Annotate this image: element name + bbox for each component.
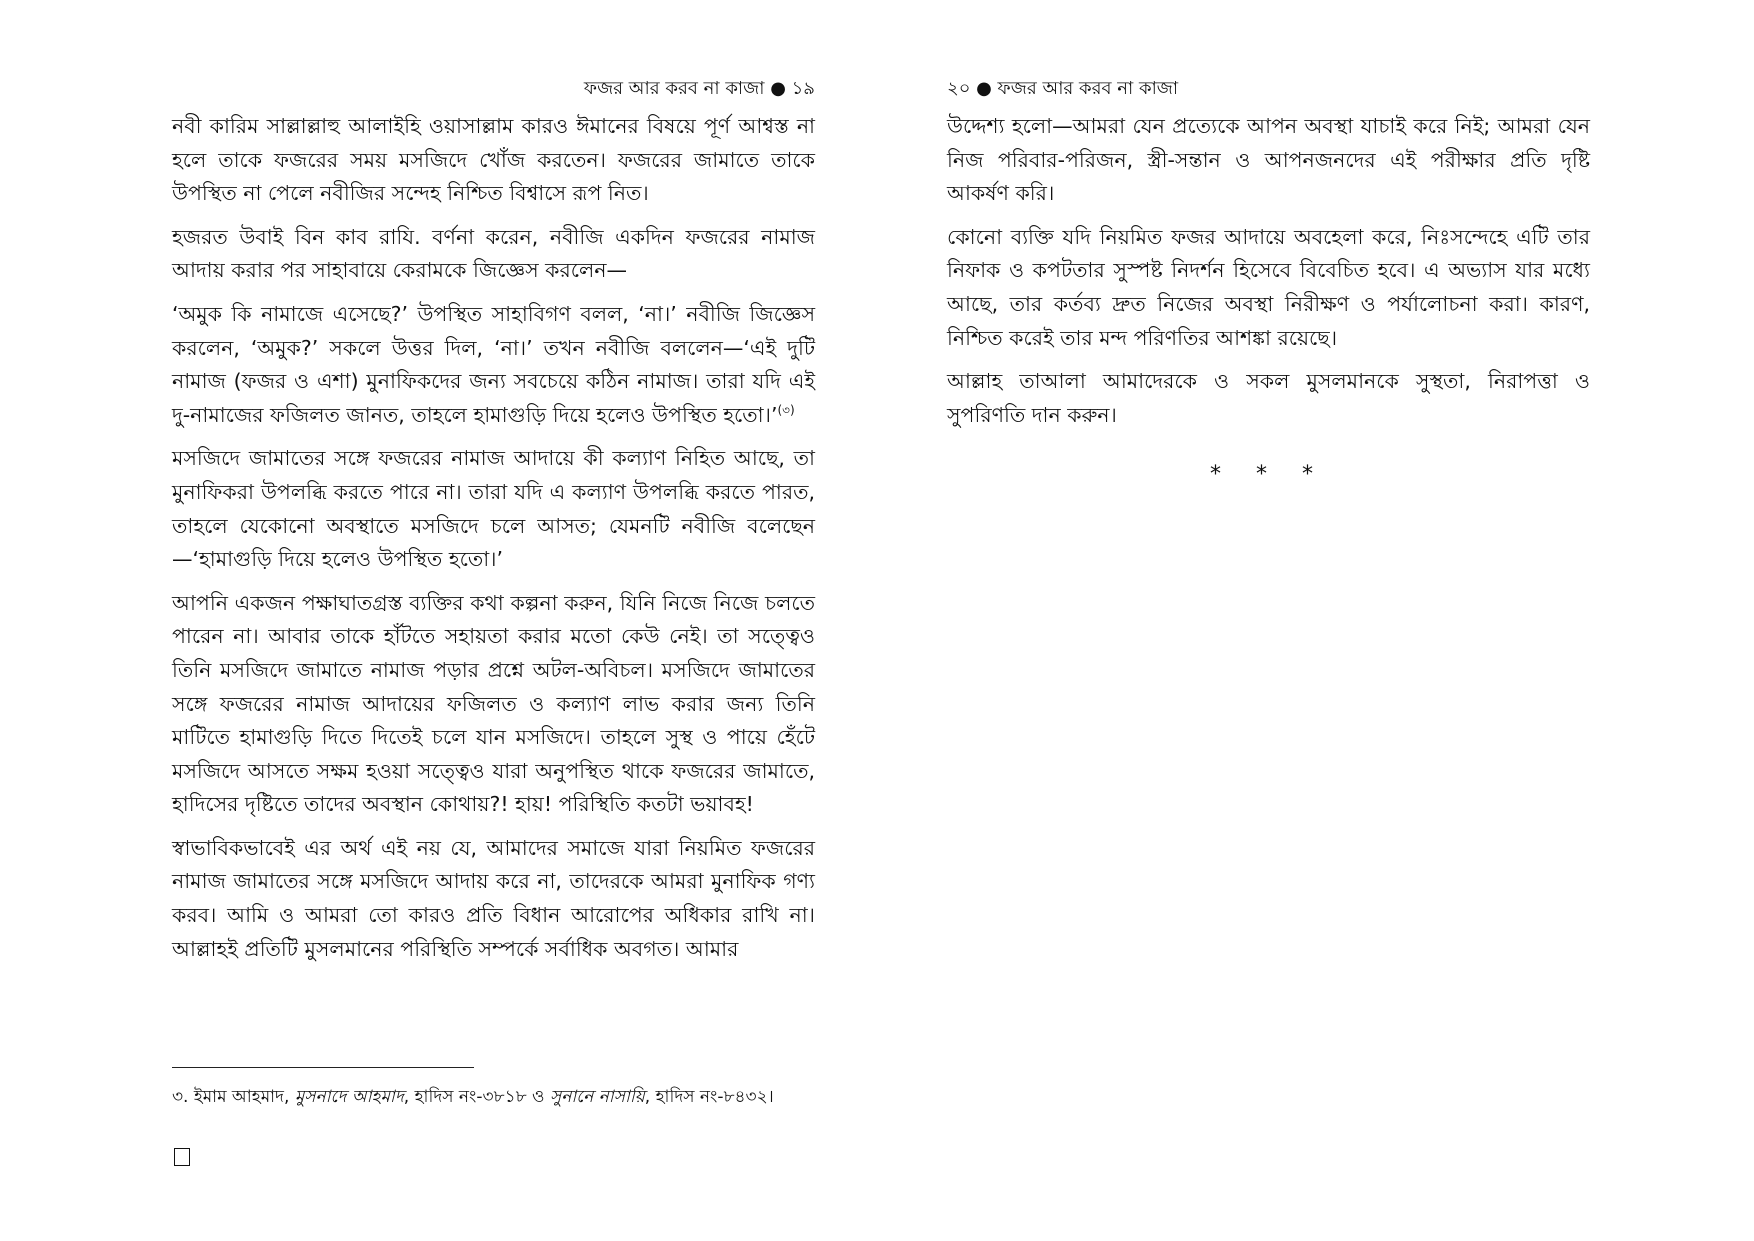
footnote-divider bbox=[172, 1067, 474, 1068]
paragraph: আপনি একজন পক্ষাঘাতগ্রস্ত ব্যক্তির কথা কল্পনা করুন, যিনি নিজে নিজে চলতে পারেন না। আবার তাকে হাঁটতে সহায়তা করার মতো কেউ নেই। তা সত্ত্বেও তিনি মসজিদে জামাতে নামাজ পড়ার প্রশ্নে অটল-অবিচল। মসজিদে জামাতের সঙ্গে ফজরের নামাজ আদায়ের ফজিলত ও কল্যাণ লাভ করার জন্য তিনি মাটিতে হামাগুড়ি দিতে দিতেই চলে যান মসজিদে। তাহলে সুস্থ ও পায়ে হেঁটে মসজিদে আসতে সক্ষম হওয়া সত্ত্বেও যারা অনুপস্থিত থাকে ফজরের জামাতে, হাদিসের দৃষ্টিতে তাদের অবস্থান কোথায়?! হায়! পরিস্থিতি কতটা ভয়াবহ! bbox=[172, 590, 815, 817]
footnote-book-title: মুসনাদে আহমাদ bbox=[294, 1087, 404, 1107]
section-break: * * * bbox=[1210, 462, 1327, 488]
footnote bbox=[172, 1082, 815, 1112]
paragraph bbox=[172, 298, 815, 432]
footnote-book-title: সুনানে নাসায়ি bbox=[549, 1087, 645, 1107]
footnote-area bbox=[172, 1067, 815, 1112]
paragraph: নবী কারিম সাল্লাল্লাহু আলাইহি ওয়াসাল্লাম কারও ঈমানের বিষয়ে পূর্ণ আশ্বস্ত না হলে তাকে ফজরের সময় মসজিদে খোঁজ করতেন। ফজরের জামাতে তাকে উপস্থিত না পেলে নবীজির সন্দেহ নিশ্চিত বিশ্বাসে রূপ নিত। bbox=[172, 114, 815, 206]
right-page bbox=[947, 76, 1590, 487]
paragraph: উদ্দেশ্য হলো—আমরা যেন প্রত্যেকে আপন অবস্থা যাচাই করে নিই; আমরা যেন নিজ পরিবার-পরিজন, স্ত্রী-সন্তান ও আপনজনদের এই পরীক্ষার প্রতি দৃষ্টি আকর্ষণ করি। bbox=[947, 114, 1590, 206]
footnote-text: , হাদিস নং-৮৪৩২। bbox=[644, 1087, 774, 1107]
paragraph: মসজিদে জামাতের সঙ্গে ফজরের নামাজ আদায়ে কী কল্যাণ নিহিত আছে, তা মুনাফিকরা উপলব্ধি করতে পারে না। তারা যদি এ কল্যাণ উপলব্ধি করতে পারত, তাহলে যেকোনো অবস্থাতে মসজিদে চলে আসত; যেমনটি নবীজি বলেছেন—‘হামাগুড়ি দিয়ে হলেও উপস্থিত হতো।’ bbox=[172, 446, 815, 572]
footnote-text: ইমাম আহমাদ, bbox=[193, 1087, 295, 1107]
footnote-reference: (৩) bbox=[777, 402, 795, 417]
paragraph: আল্লাহ তাআলা আমাদেরকে ও সকল মুসলমানকে সুস্থতা, নিরাপত্তা ও সুপরিণতি দান করুন। bbox=[947, 369, 1590, 427]
paragraph-text: ‘অমুক কি নামাজে এসেছে?’ উপস্থিত সাহাবিগণ বলল, ‘না।’ নবীজি জিজ্ঞেস করলেন, ‘অমুক?’ সকলে উত্তর দিল, ‘না।’ তখন নবীজি বললেন—‘এই দুটি নামাজ (ফজর ও এশা) মুনাফিকদের জন্য সবচেয়ে কঠিন নামাজ। তারা যদি এই দু-নামাজের ফজিলত জানত, তাহলে হামাগুড়ি দিয়ে হলেও উপস্থিত হতো।’ bbox=[172, 301, 815, 427]
left-page bbox=[172, 76, 815, 976]
footnote-text: , হাদিস নং-৩৮১৮ ও bbox=[403, 1087, 550, 1107]
footnote-number: ৩. bbox=[172, 1087, 194, 1107]
running-header-left: ফজর আর করব না কাজা ● ১৯ bbox=[583, 78, 815, 99]
empty-square-glyph bbox=[174, 1148, 190, 1166]
paragraph: স্বাভাবিকভাবেই এর অর্থ এই নয় যে, আমাদের সমাজে যারা নিয়মিত ফজরের নামাজ জামাতের সঙ্গে মসজিদে আদায় করে না, তাদেরকে আমরা মুনাফিক গণ্য করব। আমি ও আমরা তো কারও প্রতি বিধান আরোপের অধিকার রাখি না। আল্লাহই প্রতিটি মুসলমানের পরিস্থিতি সম্পর্কে সর্বাধিক অবগত। আমার bbox=[172, 835, 815, 961]
paragraph: কোনো ব্যক্তি যদি নিয়মিত ফজর আদায়ে অবহেলা করে, নিঃসন্দেহে এটি তার নিফাক ও কপটতার সুস্পষ্ট নিদর্শন হিসেবে বিবেচিত হবে। এ অভ্যাস যার মধ্যে আছে, তার কর্তব্য দ্রুত নিজের অবস্থা নিরীক্ষণ ও পর্যালোচনা করা। কারণ, নিশ্চিত করেই তার মন্দ পরিণতির আশঙ্কা রয়েছে। bbox=[947, 224, 1590, 350]
running-header-right: ২০ ● ফজর আর করব না কাজা bbox=[947, 78, 1179, 99]
paragraph: হজরত উবাই বিন কাব রাযি. বর্ণনা করেন, নবীজি একদিন ফজরের নামাজ আদায় করার পর সাহাবায়ে কেরামকে জিজ্ঞেস করলেন— bbox=[172, 224, 815, 283]
